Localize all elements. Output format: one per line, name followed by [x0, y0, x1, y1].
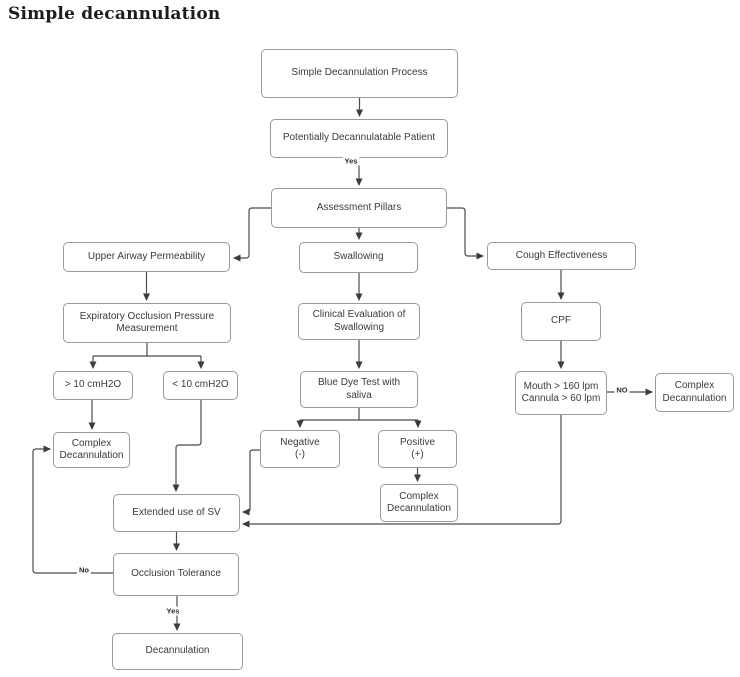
- node-expiratory-occlusion-pressure-measurement: Expiratory Occlusion Pressure Measurement: [63, 303, 231, 343]
- node-complex-decannulation-right: Complex Decannulation: [655, 373, 734, 412]
- node-complex-decannulation-left: Complex Decannulation: [53, 432, 130, 468]
- node-occlusion-tolerance: Occlusion Tolerance: [113, 553, 239, 596]
- node-complex-decannulation-mid: Complex Decannulation: [380, 484, 458, 522]
- edge-label-no-right: NO: [616, 385, 628, 395]
- node-gt-10-cmh2o: > 10 cmH2O: [53, 371, 133, 400]
- node-cpf: CPF: [521, 302, 601, 341]
- node-cough-effectiveness: Cough Effectiveness: [487, 242, 636, 270]
- node-lt-10-cmh2o: < 10 cmH2O: [163, 371, 238, 400]
- node-decannulation: Decannulation: [112, 633, 243, 670]
- page-title: Simple decannulation: [8, 4, 221, 24]
- edge-label-yes-top: Yes: [344, 156, 358, 166]
- node-mouth-cannula-flow: Mouth > 160 lpm Cannula > 60 lpm: [515, 371, 607, 415]
- node-potentially-decannulatable-patient: Potentially Decannulatable Patient: [270, 119, 448, 158]
- node-assessment-pillars: Assessment Pillars: [271, 188, 447, 228]
- node-simple-decannulation-process: Simple Decannulation Process: [261, 49, 458, 98]
- node-positive: Positive (+): [378, 430, 457, 468]
- node-extended-use-of-sv: Extended use of SV: [113, 494, 240, 532]
- node-clinical-evaluation-of-swallowing: Clinical Evaluation of Swallowing: [298, 303, 420, 340]
- node-swallowing: Swallowing: [299, 242, 418, 273]
- node-upper-airway-permeability: Upper Airway Permeability: [63, 242, 230, 272]
- edge-label-no-left: No: [79, 565, 89, 575]
- node-negative: Negative (-): [260, 430, 340, 468]
- edge-label-yes-bottom: Yes: [166, 606, 180, 616]
- node-blue-dye-test-with-saliva: Blue Dye Test with saliva: [300, 371, 418, 408]
